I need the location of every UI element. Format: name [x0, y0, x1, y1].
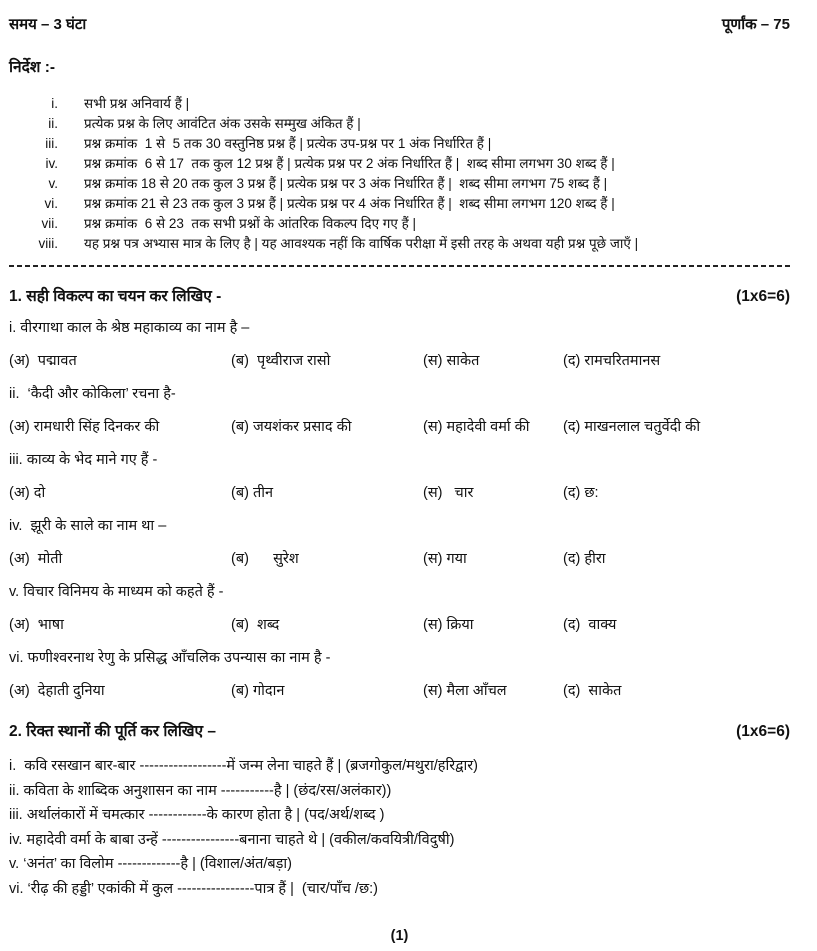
option-b: (ब) तीन: [231, 485, 274, 501]
instruction-number: i.: [51, 96, 58, 111]
option-a: (अ) दो: [9, 485, 46, 501]
fill-in-item: i. कवि रसखान बार-बार ------------------में जन्म लेना चाहते हैं | (ब्रजगोकुल/मथुरा/हरिद्वार): [9, 758, 478, 774]
instruction-item: [9, 94, 790, 114]
instruction-item: [9, 234, 790, 254]
section-1-marks: (1x6=6): [736, 288, 790, 305]
instruction-item: [9, 214, 790, 234]
option-a: (अ) मोती: [9, 551, 63, 567]
option-d: (द) साकेत: [563, 683, 622, 699]
options-row: [9, 549, 790, 570]
instructions-heading: निर्देश :-: [9, 59, 56, 76]
question-text: ii. ‘कैदी और कोकिला’ रचना है-: [9, 386, 176, 402]
section-2-marks: (1x6=6): [736, 723, 790, 740]
instruction-text: प्रश्न क्रमांक 6 से 23 तक सभी प्रश्नों के आंतरिक विकल्प दिए गए हैं |: [84, 216, 417, 231]
instruction-text: यह प्रश्न पत्र अभ्यास मात्र के लिए है | यह आवश्यक नहीं कि वार्षिक परीक्षा में इसी तरह के अथवा यही प्रश्न पूछे जाएँ |: [84, 236, 639, 251]
option-c: (स) गया: [423, 551, 467, 567]
fill-in-item: v. ‘अनंत’ का विलोम -------------है | (विशाल/अंत/बड़ा): [9, 856, 292, 872]
option-c: (स) मैला आँचल: [423, 683, 507, 699]
instruction-item: [9, 174, 790, 194]
instruction-text: प्रत्येक प्रश्न के लिए आवंटित अंक उसके सम्मुख अंकित हैं |: [84, 116, 361, 131]
question-text: v. विचार विनिमय के माध्यम को कहते हैं -: [9, 584, 224, 600]
paper-header: [9, 14, 790, 34]
options-row: [9, 351, 790, 372]
instruction-number: iii.: [45, 136, 58, 151]
instruction-text: सभी प्रश्न अनिवार्य हैं |: [84, 96, 190, 111]
option-b: (ब) पृथ्वीराज रासो: [231, 353, 331, 369]
options-row: [9, 417, 790, 438]
instruction-item: [9, 114, 790, 134]
question-text: i. वीरगाथा काल के श्रेष्ठ महाकाव्य का नाम है –: [9, 320, 250, 336]
section-2-header: [9, 719, 790, 741]
option-a: (अ) पद्मावत: [9, 353, 77, 369]
max-marks: पूर्णांक – 75: [721, 16, 790, 33]
instruction-number: iv.: [45, 156, 58, 171]
option-d: (द) माखनलाल चतुर्वेदी की: [563, 419, 701, 435]
page-footer: [9, 928, 790, 944]
instruction-item: [9, 154, 790, 174]
option-b: (ब) शब्द: [231, 617, 280, 633]
section-2-items: [9, 754, 790, 901]
instruction-number: v.: [48, 176, 58, 191]
option-d: (द) रामचरितमानस: [563, 353, 661, 369]
fill-in-item: iii. अर्थालंकारों में चमत्कार ------------के कारण होता है | (पद/अर्थ/शब्द ): [9, 807, 385, 823]
section-1-title: 1. सही विकल्प का चयन कर लिखिए -: [9, 288, 222, 305]
option-b: (ब) गोदान: [231, 683, 285, 699]
dashed-divider: [9, 265, 790, 267]
option-b: (ब) जयशंकर प्रसाद की: [231, 419, 352, 435]
page-number: (1): [390, 928, 409, 944]
section-1-header: [9, 284, 790, 306]
fill-in-item: vi. ‘रीढ़ की हड्डी’ एकांकी में कुल ----------------पात्र हैं | (चार/पाँच /छ:): [9, 880, 378, 897]
options-row: [9, 681, 790, 702]
instruction-number: ii.: [48, 116, 58, 131]
option-c: (स) क्रिया: [423, 617, 474, 633]
instruction-text: प्रश्न क्रमांक 21 से 23 तक कुल 3 प्रश्न हैं | प्रत्येक प्रश्न पर 4 अंक निर्धारित हैं | शब्द सीमा लगभग 120 शब्द हैं |: [84, 196, 615, 211]
instruction-number: viii.: [38, 236, 58, 251]
options-row: [9, 483, 790, 504]
instruction-number: vi.: [44, 196, 58, 211]
section-1-questions: [9, 318, 790, 702]
instruction-text: प्रश्न क्रमांक 6 से 17 तक कुल 12 प्रश्न हैं | प्रत्येक प्रश्न पर 2 अंक निर्धारित हैं | शब्द सीमा लगभग 30 शब्द हैं |: [84, 156, 615, 171]
option-a: (अ) रामधारी सिंह दिनकर की: [9, 419, 160, 435]
options-row: [9, 615, 790, 636]
instruction-item: [9, 194, 790, 214]
option-c: (स) साकेत: [423, 353, 480, 369]
option-a: (अ) भाषा: [9, 617, 64, 633]
option-b: (ब) सुरेश: [231, 551, 299, 567]
instruction-item: [9, 134, 790, 154]
option-a: (अ) देहाती दुनिया: [9, 683, 105, 699]
question-text: iv. झूरी के साले का नाम था –: [9, 518, 167, 534]
question-text: iii. काव्य के भेद माने गए हैं -: [9, 452, 158, 468]
instruction-text: प्रश्न क्रमांक 18 से 20 तक कुल 3 प्रश्न हैं | प्रत्येक प्रश्न पर 3 अंक निर्धारित हैं | शब्द सीमा लगभग 75 शब्द हैं |: [84, 176, 608, 191]
option-d: (द) हीरा: [563, 551, 606, 567]
instruction-number: vii.: [41, 216, 58, 231]
time-allowed: समय – 3 घंटा: [9, 16, 87, 33]
option-c: (स) महादेवी वर्मा की: [423, 419, 530, 435]
option-d: (द) छ:: [563, 485, 599, 501]
fill-in-item: iv. महादेवी वर्मा के बाबा उन्हें ----------------बनाना चाहते थे | (वकील/कवयित्री/विदुषी): [9, 831, 455, 848]
section-2-title: 2. रिक्त स्थानों की पूर्ति कर लिखिए –: [9, 723, 217, 740]
instruction-text: प्रश्न क्रमांक 1 से 5 तक 30 वस्तुनिष्ठ प्रश्न हैं | प्रत्येक उप-प्रश्न पर 1 अंक निर्धारित हैं |: [84, 136, 492, 151]
option-c: (स) चार: [423, 485, 474, 501]
fill-in-item: ii. कविता के शाब्दिक अनुशासन का नाम -----------है | (छंद/रस/अलंकार)): [9, 782, 392, 799]
option-d: (द) वाक्य: [563, 617, 617, 633]
exam-paper-page: [9, 14, 790, 944]
instructions-list: [9, 94, 790, 254]
question-text: vi. फणीश्वरनाथ रेणु के प्रसिद्ध आँचलिक उपन्यास का नाम है -: [9, 650, 331, 666]
